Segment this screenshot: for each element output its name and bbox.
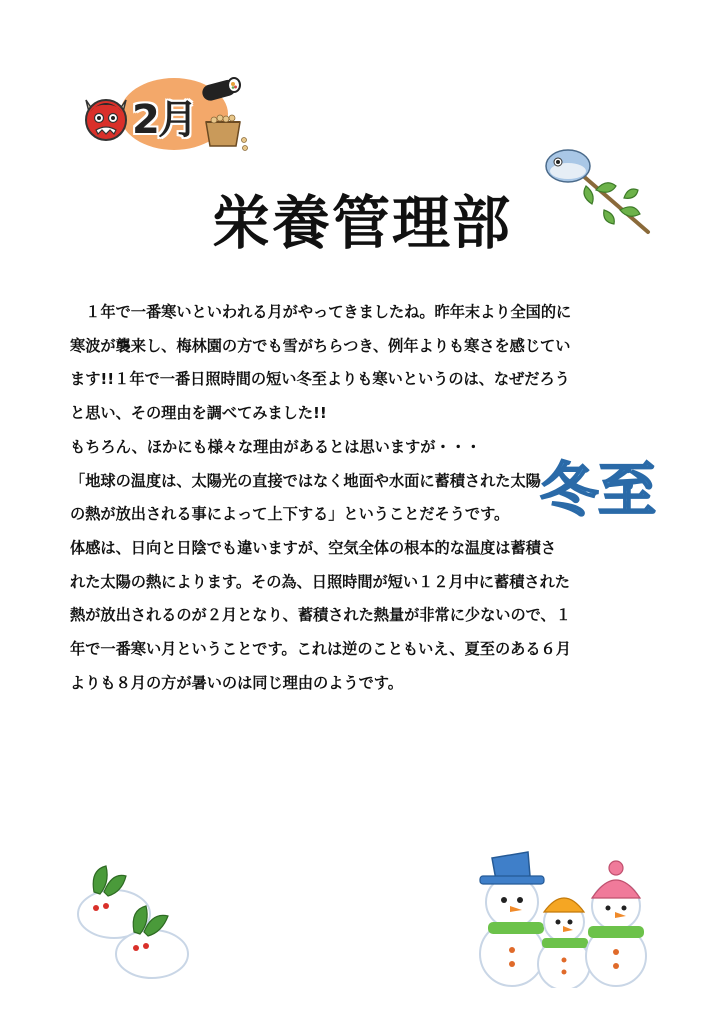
- body-line: と思い、その理由を調べてみました!!: [70, 404, 327, 423]
- page-title: 栄養管理部: [211, 189, 512, 257]
- sardine-holly-icon: [544, 144, 654, 240]
- body-line: 体感は、日向と日陰でも違いますが、空気全体の根本的な温度は蓄積さ: [70, 538, 556, 557]
- body-line: １年で一番寒いといわれる月がやってきましたね。昨年末より全国的に: [70, 303, 572, 321]
- touji-lettering-icon: [536, 448, 668, 526]
- body-line: れた太陽の熱によります。その為、日照時間が短い１２月中に蓄積された: [70, 572, 570, 591]
- month-label: 2月: [132, 97, 196, 143]
- body-line: もちろん、ほかにも様々な理由があるとは思いますが・・・: [70, 437, 481, 456]
- body-line: よりも８月の方が暑いのは同じ理由のようです。: [70, 673, 403, 692]
- bean-box-icon: [200, 110, 250, 152]
- snowmen-icon: [470, 848, 654, 988]
- ehomaki-sushi-roll-icon: [198, 74, 242, 104]
- body-line: 「地球の温度は、太陽光の直接ではなく地面や水面に蓄積された太陽: [70, 471, 541, 490]
- body-line: ます!!１年で一番日照時間の短い冬至よりも寒いというのは、なぜだろう: [70, 370, 570, 389]
- month-badge: [80, 74, 250, 156]
- snow-rabbit-icon: [76, 862, 194, 982]
- red-oni-mask-icon: [80, 90, 132, 142]
- body-line: の熱が放出される事によって上下する」ということだそうです。: [70, 505, 510, 524]
- body-line: 年で一番寒い月ということです。これは逆のこともいえ、夏至のある６月: [70, 640, 571, 659]
- touji-text: 冬至: [540, 456, 657, 524]
- body-line: 熱が放出されるのが２月となり、蓄積された熱量が非常に少ないので、１: [70, 606, 571, 625]
- body-line: 寒波が襲来し、梅林園の方でも雪がちらつき、例年よりも寒さを感じてい: [70, 336, 571, 355]
